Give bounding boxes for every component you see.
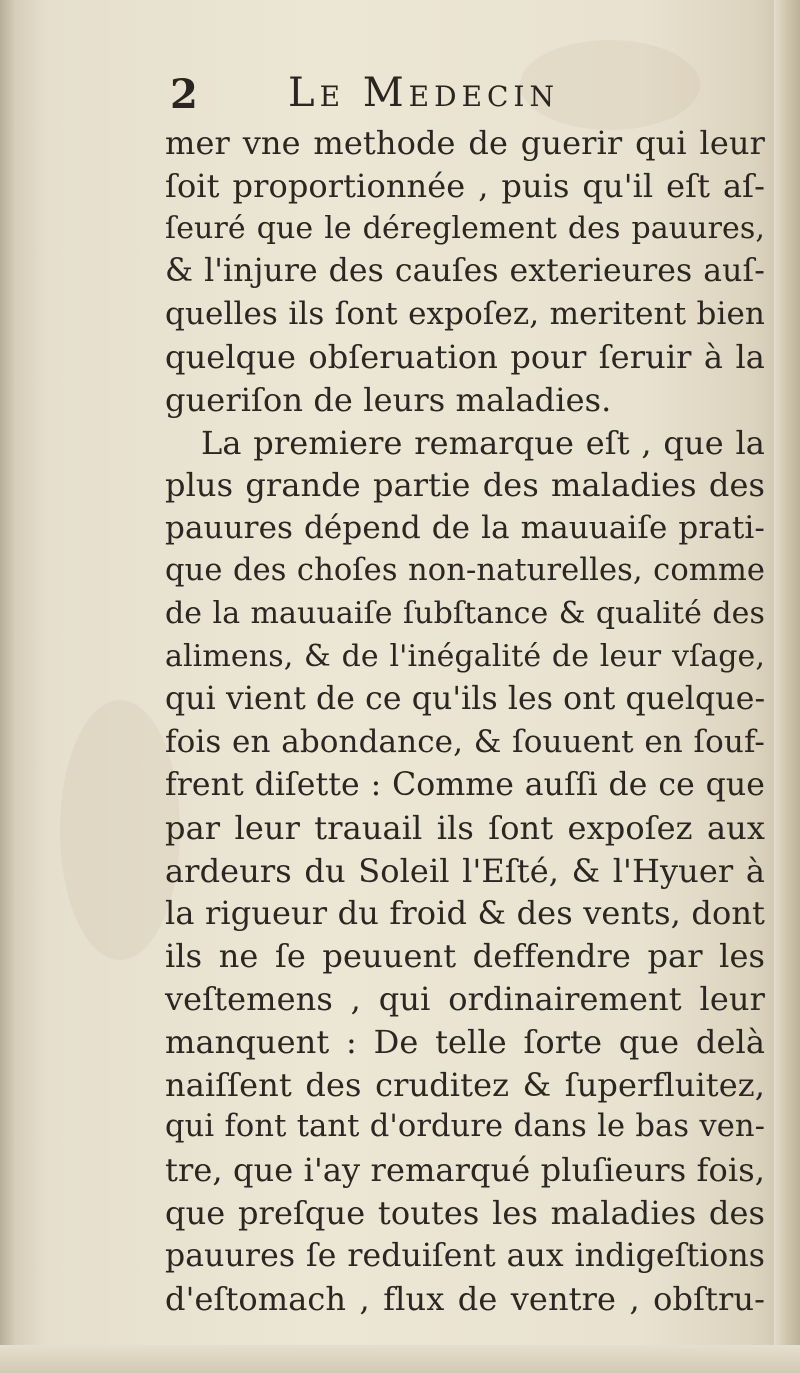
text-line: ſeuré que le déreglement des pauures,	[165, 210, 765, 246]
text-line: manquent : De telle ſorte que delà	[165, 1022, 765, 1061]
text-line: d'eſtomach , flux de ventre , obſtru-	[165, 1279, 765, 1318]
body-text	[165, 122, 765, 1320]
text-line: plus grande partie des maladies des	[165, 466, 765, 505]
text-line: de la mauuaiſe ſubſtance & qualité des	[165, 595, 765, 631]
page-right-edge	[774, 0, 800, 1373]
running-title: Le Medecin	[288, 70, 559, 116]
page-left-shadow	[0, 0, 14, 1373]
text-line: frent diſette : Comme auſſi de ce que	[165, 766, 765, 803]
page-bottom-edge	[0, 1345, 800, 1373]
text-line: gueriſon de leurs maladies.	[165, 380, 612, 419]
text-line: ils ne ſe peuuent deffendre par les	[165, 937, 765, 976]
text-line: quelque obſeruation pour ſeruir à la	[165, 337, 765, 376]
text-line: pauures ſe reduiſent aux indigeſtions	[165, 1237, 765, 1274]
page-number: 2	[170, 71, 198, 118]
text-line: naiſſent des cruditez & ſuperfluitez,	[165, 1065, 765, 1104]
text-line: qui font tant d'ordure dans le bas ven-	[165, 1109, 765, 1145]
text-line: veſtemens , qui ordinairement leur	[165, 979, 765, 1018]
text-line: tre, que i'ay remarqué pluſieurs fois,	[165, 1151, 765, 1190]
text-line: ſoit proportionnée , puis qu'il eſt aſ-	[165, 166, 765, 205]
text-line: La premiere remarque eſt , que la	[201, 423, 765, 462]
text-line: que preſque toutes les maladies des	[165, 1193, 765, 1232]
text-line: & l'injure des cauſes exterieures auſ-	[165, 253, 765, 290]
text-line: que des choſes non-naturelles, comme	[165, 552, 765, 588]
paper-stain	[60, 700, 180, 960]
text-line: mer vne methode de guerir qui leur	[165, 124, 765, 162]
text-line: qui vient de ce qu'ils les ont quelque-	[165, 681, 766, 718]
text-line: par leur trauail ils ſont expoſez aux	[165, 808, 765, 847]
page-header	[170, 66, 650, 126]
text-line: quelles ils ſont expoſez, meritent bien	[165, 296, 765, 333]
text-line: ardeurs du Soleil l'Eſté, & l'Hyuer à	[165, 851, 765, 890]
text-line: la rigueur du froid & des vents, dont	[165, 894, 765, 933]
text-line: pauures dépend de la mauuaiſe prati-	[165, 510, 765, 547]
text-line: alimens, & de l'inégalité de leur vſage,	[165, 638, 765, 674]
text-line: fois en abondance, & ſouuent en ſouf-	[165, 724, 765, 761]
